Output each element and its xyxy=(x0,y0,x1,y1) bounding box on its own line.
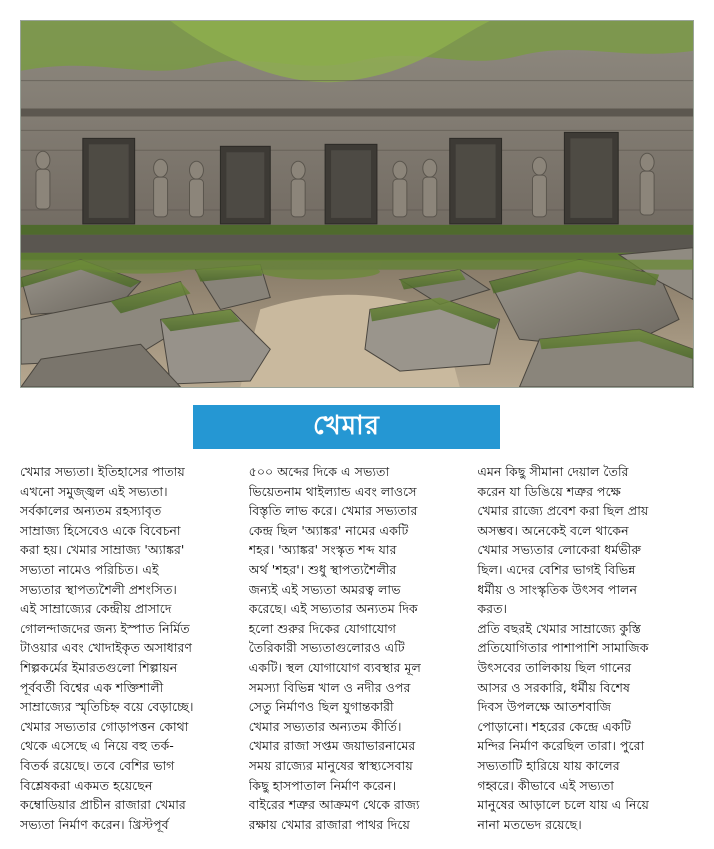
text-line: করত। xyxy=(477,601,508,617)
text-line: বাইরের শত্রুর আক্রমণ থেকে রাজ্য xyxy=(248,797,420,813)
text-line: এই সাম্রাজ্যের কেন্দ্রীয় প্রাসাদে xyxy=(20,601,172,617)
text-line: গহ্বরে। কীভাবে এই সভ্যতা xyxy=(477,777,614,793)
article-body xyxy=(20,462,694,842)
text-line: বিস্তৃতি লাভ করে। খেমার সভ্যতার xyxy=(248,503,418,519)
text-line: মন্দির নির্মাণ করেছিল তারা। পুরো xyxy=(477,738,645,754)
text-line: অসম্ভব। অনেকেই বলে থাকেন xyxy=(477,522,629,538)
temple-ruins-photo xyxy=(20,20,694,388)
text-line: ছিল। এদের বেশির ভাগই বিভিন্ন xyxy=(477,561,636,577)
text-line: খেমার সভ্যতার লোকেরা ধর্মভীরু xyxy=(477,542,641,558)
text-line: সেতু নির্মাণও ছিল যুগান্তকারী xyxy=(248,699,394,715)
text-line: ভিয়েতনাম থাইল্যান্ড এবং লাওসে xyxy=(248,483,417,499)
text-line: কম্বোডিয়ার প্রাচীন রাজারা খেমার xyxy=(20,797,186,813)
text-line: খেমার সভ্যতার গোড়াপত্তন কোথা xyxy=(20,718,189,734)
text-line: সমস্যা বিভিন্ন খাল ও নদীর ওপর xyxy=(248,679,411,695)
text-line: খেমার সভ্যতার অন্যতম কীর্তি। xyxy=(248,718,402,734)
headline-banner xyxy=(193,405,500,449)
text-line: প্রতিযোগিতার পাশাপাশি সামাজিক xyxy=(477,640,649,656)
text-line: কেন্দ্র ছিল 'অ্যাঙ্কর' নামের একটি xyxy=(248,522,409,538)
text-line: বিশ্লেষকরা একমত হয়েছেন xyxy=(20,777,153,793)
text-line: খেমার রাজ্যে প্রবেশ করা ছিল প্রায় xyxy=(477,503,649,519)
text-line: ৫০০ অব্দের দিকে এ সভ্যতা xyxy=(248,464,390,479)
text-line: এমন কিছু সীমানা দেয়াল তৈরি xyxy=(477,464,629,479)
text-line: সভ্যতাটি হারিয়ে যায় কালের xyxy=(477,757,620,773)
text-line: অর্থ 'শহর'। শুধু স্থাপত্যশৈলীর xyxy=(248,561,397,577)
text-line: করেন যা ডিঙিয়ে শত্রুর পক্ষে xyxy=(477,483,621,499)
text-line: আসর ও সরকারি, ধর্মীয় বিশেষ xyxy=(477,679,630,695)
text-line: শিল্পকর্মের ইমারতগুলো শিল্পায়ন xyxy=(20,659,178,675)
text-line: সর্বকালের অন্যতম রহস্যাবৃত xyxy=(20,503,162,519)
text-line: খেমার রাজা সপ্তম জয়াভারনামের xyxy=(248,738,416,754)
text-line: করা হয়। খেমার সাম্রাজ্য 'অ্যাঙ্কর' xyxy=(20,542,185,558)
text-line: তৈরিকারী সভ্যতাগুলোরও এটি xyxy=(248,640,405,656)
text-line: মানুষের আড়ালে চলে যায় এ নিয়ে xyxy=(477,797,649,813)
text-line: ধর্মীয় ও সাংস্কৃতিক উৎসব পালন xyxy=(477,581,637,597)
text-line: সভ্যতা নির্মাণ করেন। খ্রিস্টপূর্ব xyxy=(20,816,169,832)
text-line: এখনো সমুজ্জ্বল এই সভ্যতা। xyxy=(20,483,168,499)
headline: খেমার xyxy=(313,411,380,441)
text-line: সময় রাজ্যের মানুষের স্বাস্থ্যসেবায় xyxy=(248,757,413,773)
text-line: শহর। 'অ্যাঙ্কর' সংস্কৃত শব্দ যার xyxy=(248,542,397,558)
text-line: পোড়ানো। শহরের কেন্দ্রে একটি xyxy=(477,718,632,734)
article-column-2 xyxy=(249,462,466,842)
text-line: রক্ষায় খেমার রাজারা পাথর দিয়ে xyxy=(248,816,410,832)
text-line: উৎসবের তালিকায় ছিল গানের xyxy=(477,659,632,675)
text-line: করেছে। এই সভ্যতার অন্যতম দিক xyxy=(248,601,418,617)
text-line: সভ্যতা নামেও পরিচিত। এই xyxy=(20,561,159,577)
article-column-3 xyxy=(477,462,694,842)
text-line: হলো শুরুর দিকের যোগাযোগ xyxy=(248,620,396,636)
text-line: খেমার সভ্যতা। ইতিহাসের পাতায় xyxy=(20,464,185,479)
text-line: জন্যই এই সভ্যতা অমরত্ব লাভ xyxy=(248,581,401,597)
article-column-1 xyxy=(20,462,237,842)
text-line: গোলন্দাজদের জন্য ইস্পাত নির্মিত xyxy=(20,620,190,636)
text-line: পূর্ববর্তী বিশ্বের এক শক্তিশালী xyxy=(20,679,164,695)
text-line: কিছু হাসপাতাল নির্মাণ করেন। xyxy=(248,777,397,793)
text-line: সাম্রাজ্যের স্মৃতিচিহ্ন বয়ে বেড়াচ্ছে। xyxy=(20,699,194,715)
text-line: থেকে এসেছে এ নিয়ে বহু তর্ক- xyxy=(20,738,174,754)
text-line: বিতর্ক রয়েছে। তবে বেশির ভাগ xyxy=(20,757,175,773)
text-line: নানা মতভেদ রয়েছে। xyxy=(477,816,582,832)
text-line: সাম্রাজ্য হিসেবেও একে বিবেচনা xyxy=(20,522,181,538)
text-line: টাওয়ার এবং খোদাইকৃত অসাধারণ xyxy=(20,640,193,656)
temple-ruins-illustration xyxy=(21,21,693,387)
text-line: সভ্যতার স্থাপত্যশৈলী প্রশংসিত। xyxy=(20,581,177,597)
text-line: দিবস উপলক্ষে আতশবাজি xyxy=(477,699,612,715)
text-line: প্রতি বছরই খেমার সাম্রাজ্যে কুস্তি xyxy=(477,620,641,636)
text-line: একটি। স্থল যোগাযোগ ব্যবস্থার মূল xyxy=(248,659,421,675)
